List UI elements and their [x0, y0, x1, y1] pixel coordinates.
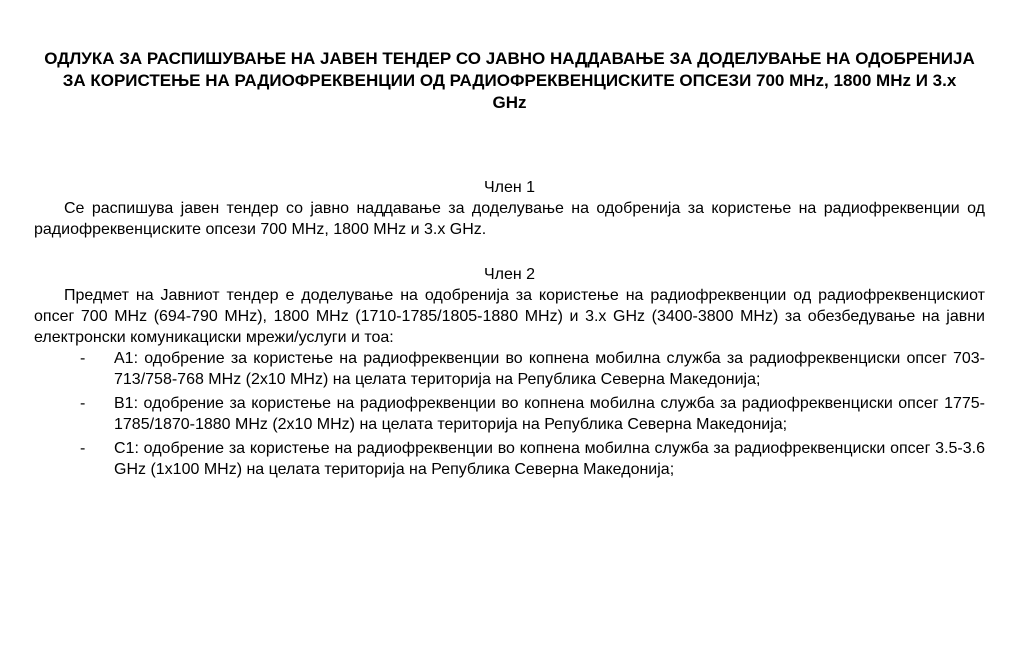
article-2-item-list — [34, 348, 985, 480]
list-dash: - — [80, 350, 86, 367]
list-item-text: C1: одобрение за користење на радиофреквенции во копнена мобилна служба за радиофреквенциски опсег 3.5-3.6 GHz (1x100 MHz) на целата територија на Република Северна Македонија; — [114, 440, 985, 478]
list-item-text: B1: одобрение за користење на радиофреквенции во копнена мобилна служба за радиофреквенциски опсег 1775-1785/1870-1880 MHz (2x10 MHz) на целата територија на Република Северна Македонија; — [114, 395, 985, 433]
list-dash: - — [80, 440, 86, 457]
article-1-heading: Член 1 — [483, 179, 536, 196]
article-2-heading: Член 2 — [483, 266, 536, 283]
list-item — [80, 348, 985, 390]
article-2-text: Предмет на Јавниот тендер е доделување на одобренија за користење на радиофреквенции од радиофреквенцискиот опсег 700 MHz (694-790 MHz), 1800 MHz (1710-1785/1805-1880 MHz) и 3.x GHz (3400-3800 MHz) за обезбедување на јавни електронски комуникациски мрежи/услуги и тоа: — [34, 287, 985, 346]
document-title: ОДЛУКА ЗА РАСПИШУВАЊЕ НА ЈАВЕН ТЕНДЕР СО ЈАВНО НАДДАВАЊЕ ЗА ДОДЕЛУВАЊЕ НА ОДОБРЕНИЈА ЗА КОРИСТЕЊЕ НА РАДИОФРЕКВЕНЦИИ ОД РАДИОФРЕКВЕНЦИСКИТЕ ОПСЕЗИ 700 MHz, 1800 MHz И 3.x GHz — [44, 49, 975, 112]
article-1-text: Се распишува јавен тендер со јавно наддавање за доделување на одобренија за користење на радиофреквенции од радиофреквенциските опсези 700 MHz, 1800 MHz и 3.x GHz. — [34, 200, 985, 238]
list-dash: - — [80, 395, 86, 412]
list-item-text: А1: одобрение за користење на радиофреквенции во копнена мобилна служба за радиофреквенциски опсег 703-713/758-768 MHz (2x10 MHz) на целата територија на Република Северна Македонија; — [114, 350, 985, 388]
list-item — [80, 393, 985, 435]
list-item — [80, 438, 985, 480]
